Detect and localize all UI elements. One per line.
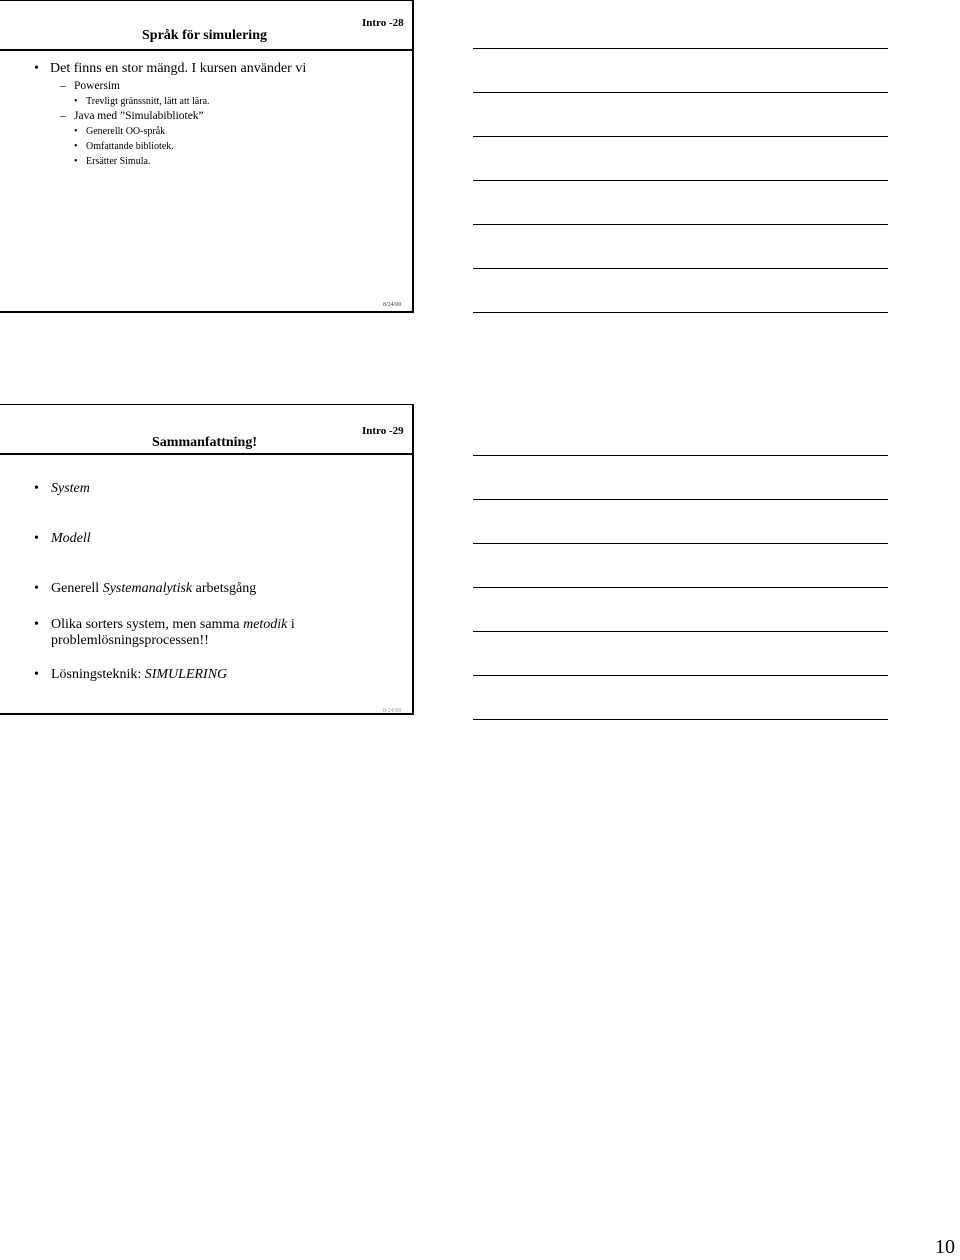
slide-number: Intro -29 [362, 425, 404, 437]
notes-line [473, 180, 888, 181]
bullet-icon: • [34, 531, 39, 546]
slide-number: Intro -28 [362, 17, 404, 29]
notes-line [473, 587, 888, 588]
list-item-text: Generell [51, 581, 103, 596]
list-item [74, 96, 210, 107]
bullet-icon: • [34, 581, 39, 596]
emphasis: SIMULERING [144, 667, 228, 682]
bullet-icon: • [34, 61, 39, 76]
slide-header [0, 1, 412, 51]
slide-title: Språk för simulering [142, 28, 267, 43]
dash-icon: – [60, 80, 66, 92]
list-item [34, 617, 295, 633]
list-item-text: Powersim [74, 80, 120, 92]
list-item-text: Olika sorters system, men samma [51, 617, 244, 632]
list-item-text: arbetsgång [192, 581, 257, 596]
bullet-icon: • [34, 617, 39, 632]
emphasis: Systemanalytisk [102, 581, 193, 596]
list-item-text: Ersätter Simula. [86, 156, 151, 167]
list-item-text: Modell [51, 531, 91, 546]
list-item [34, 61, 306, 77]
notes-line [473, 719, 888, 720]
bullet-icon: • [74, 126, 78, 137]
notes-line [473, 224, 888, 225]
notes-line [473, 499, 888, 500]
slide-title: Sammanfattning! [152, 435, 258, 450]
slide-header [0, 405, 412, 455]
slide-date: 8/24/00 [383, 302, 402, 308]
list-item-text: Det finns en stor mängd. I kursen använder vi [50, 61, 307, 76]
notes-line [473, 543, 888, 544]
list-item-text: i [287, 617, 295, 632]
list-item-continuation [51, 633, 209, 649]
dash-icon: – [60, 110, 66, 122]
slide-date: 8/24/00 [383, 708, 402, 714]
list-item [34, 531, 91, 547]
slide-intro-29 [0, 404, 414, 715]
notes-line [473, 92, 888, 93]
notes-line [473, 136, 888, 137]
bullet-icon: • [34, 667, 39, 682]
emphasis: metodik [243, 617, 288, 632]
list-item-text: Generellt OO-språk [86, 126, 166, 137]
list-item [60, 80, 120, 92]
notes-line [473, 675, 888, 676]
notes-line [473, 455, 888, 456]
notes-line [473, 312, 888, 313]
list-item [74, 126, 165, 137]
list-item-text: Lösningsteknik: [51, 667, 145, 682]
list-item [34, 481, 90, 497]
bullet-icon: • [74, 141, 78, 152]
list-item-text: System [51, 481, 90, 496]
list-item-text: problemlösningsprocessen!! [51, 633, 209, 648]
bullet-icon: • [34, 481, 39, 496]
list-item [34, 667, 227, 683]
list-item [74, 156, 150, 167]
list-item-text: Java med ”Simulabibliotek” [74, 110, 204, 122]
notes-line [473, 268, 888, 269]
list-item [34, 581, 256, 597]
list-item [60, 110, 204, 122]
notes-line [473, 48, 888, 49]
list-item [74, 141, 174, 152]
bullet-icon: • [74, 156, 78, 167]
slide-intro-28 [0, 0, 414, 313]
list-item-text: Trevligt gränssnitt, lätt att lära. [86, 96, 210, 107]
page-number: 10 [935, 1236, 955, 1258]
bullet-icon: • [74, 96, 78, 107]
list-item-text: Omfattande bibliotek. [86, 141, 174, 152]
notes-line [473, 631, 888, 632]
